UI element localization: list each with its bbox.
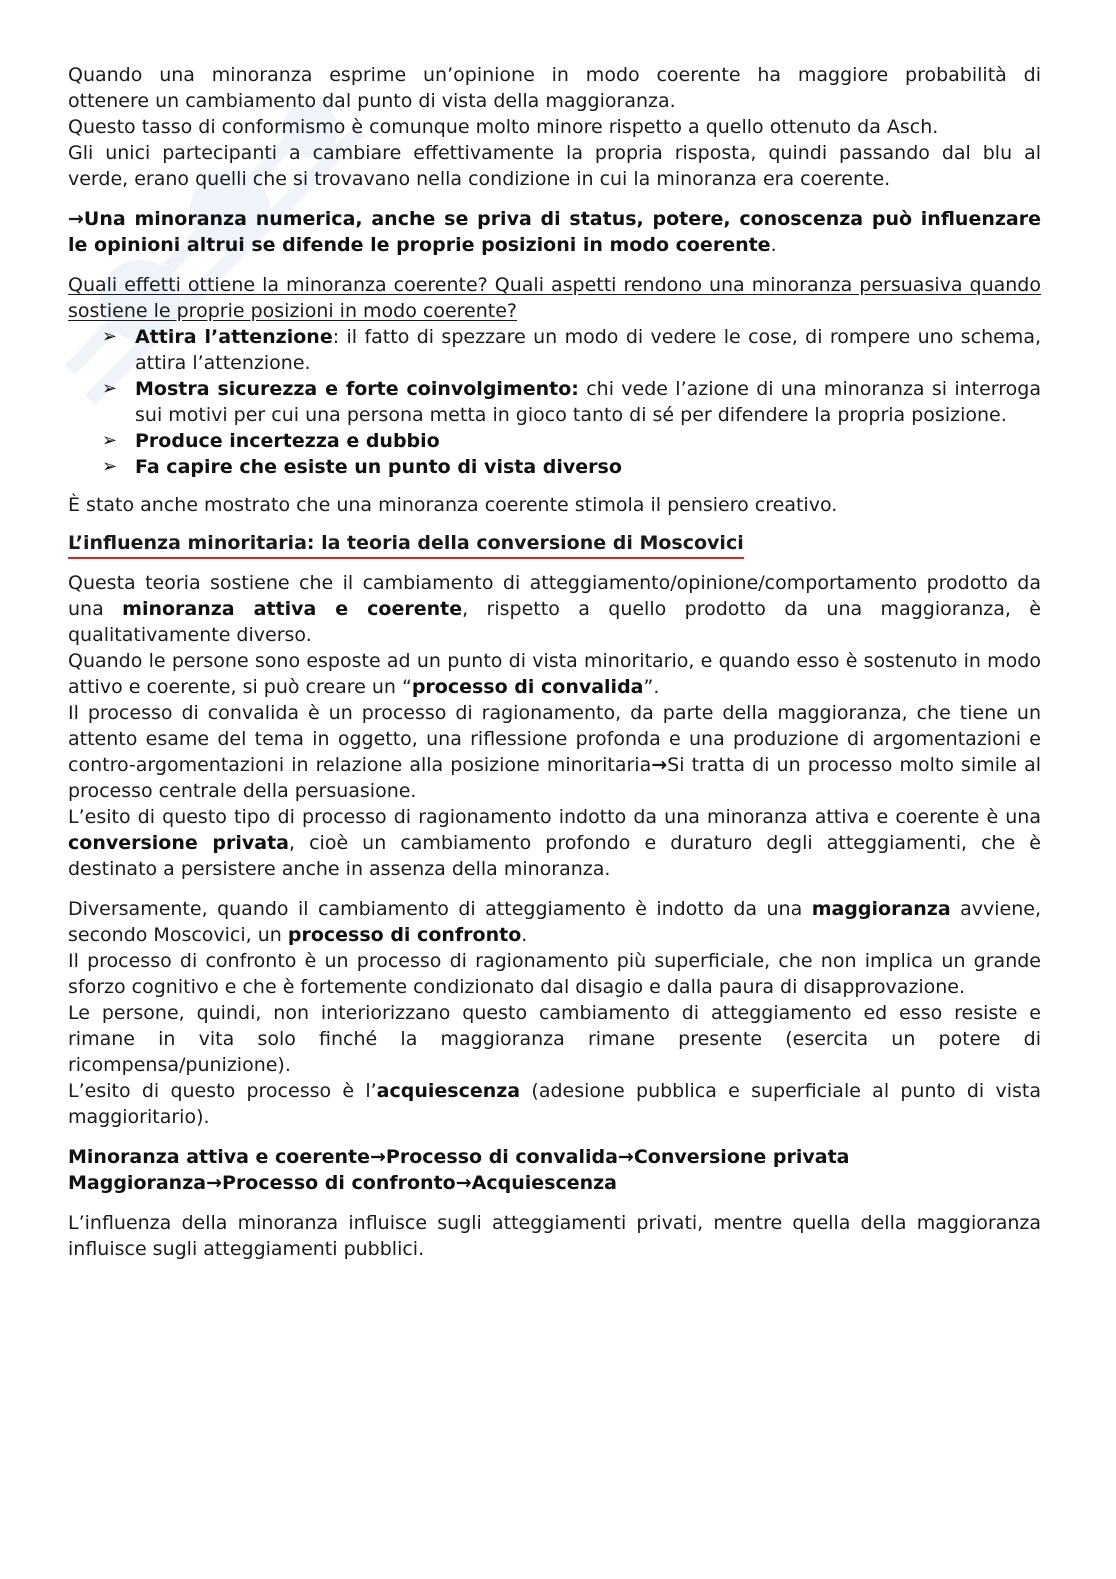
list-item-title: Fa capire che esiste un punto di vista diverso bbox=[135, 456, 622, 478]
arrow-icon: → bbox=[651, 754, 668, 776]
list-item-text: : il fatto di spezzare un modo di vedere le cose, di rompere uno schema, attira l’attenzione. bbox=[135, 326, 1041, 374]
majority-paragraph-3: Le persone, quindi, non interiorizzano questo cambiamento di atteggiamento ed esso resiste e rimane in vita solo finché la maggioranza rimane presente (esercita un potere di ricompensa/punizione). bbox=[68, 1002, 1041, 1076]
theory-paragraph-3: Il processo di convalida è un processo di ragionamento, da parte della maggioranza, che tiene un attento esame del tema in oggetto, una riflessione profonda e una produzione di argomentazioni e contro-argomentazioni in relazione alla posizione minoritaria→Si tratta di un processo molto simile al processo centrale della persuasione. bbox=[68, 702, 1041, 802]
key-claim-end: . bbox=[770, 234, 777, 256]
key-claim-bold: Una minoranza numerica, anche se priva di status, potere, conoscenza può influenzare le opinioni altrui se difende le proprie posizioni in modo coerente bbox=[68, 208, 1041, 256]
list-item bbox=[68, 324, 1041, 376]
intro-line-1: Quando una minoranza esprime un’opinione in modo coerente ha maggiore probabilità di bbox=[68, 64, 1041, 86]
conclusion: L’influenza della minoranza influisce sugli atteggiamenti privati, mentre quella della maggioranza influisce sugli atteggiamenti pubblici. bbox=[68, 1212, 1041, 1260]
question-text: Quali effetti ottiene la minoranza coerente? Quali aspetti rendono una minoranza persuasiva quando sostiene le proprie posizioni in modo coerente? bbox=[68, 274, 1041, 322]
document-page bbox=[68, 62, 1041, 1262]
majority-paragraph-1: Diversamente, quando il cambiamento di atteggiamento è indotto da una maggioranza avviene, secondo Moscovici, un processo di confronto. bbox=[68, 898, 1041, 946]
intro-paragraph bbox=[68, 62, 1041, 192]
arrowhead-bullet-icon: ➢ bbox=[102, 326, 118, 347]
theory-paragraph-1: Questa teoria sostiene che il cambiamento di atteggiamento/opinione/comportamento prodotto da una minoranza attiva e coerente, rispetto a quello prodotto da una maggioranza, è qualitativamente diverso. bbox=[68, 572, 1041, 646]
list-item bbox=[68, 454, 1041, 480]
creative-note: È stato anche mostrato che una minoranza coerente stimola il pensiero creativo. bbox=[68, 494, 838, 516]
majority-paragraph-4: L’esito di questo processo è l’acquiescenza (adesione pubblica e superficiale al punto di vista maggioritario). bbox=[68, 1080, 1041, 1128]
effects-list bbox=[68, 324, 1041, 480]
intro-line-5: verde, erano quelli che si trovavano nella condizione in cui la minoranza era coerente. bbox=[68, 168, 891, 190]
arrowhead-bullet-icon: ➢ bbox=[102, 378, 118, 399]
arrowhead-bullet-icon: ➢ bbox=[102, 430, 118, 451]
majority-paragraph-2: Il processo di confronto è un processo di ragionamento più superficiale, che non implica un grande sforzo cognitivo e che è fortemente condizionato dal disagio e dalla paura di disapprovazione. bbox=[68, 950, 1041, 998]
intro-line-3: Questo tasso di conformismo è comunque molto minore rispetto a quello ottenuto da Asch. bbox=[68, 116, 939, 138]
key-claim bbox=[68, 206, 1041, 258]
summary-line-1: Minoranza attiva e coerente→Processo di convalida→Conversione privata bbox=[68, 1146, 850, 1168]
theory-paragraph-2: Quando le persone sono esposte ad un punto di vista minoritario, e quando esso è sostenuto in modo attivo e coerente, si può creare un “processo di convalida”. bbox=[68, 650, 1041, 698]
list-item bbox=[68, 376, 1041, 428]
list-item-text: chi vede l’azione di una minoranza si interroga sui motivi per cui una persona metta in gioco tanto di sé per difendere la propria posizione. bbox=[135, 378, 1041, 426]
intro-line-2: ottenere un cambiamento dal punto di vista della maggioranza. bbox=[68, 90, 676, 112]
intro-line-4: Gli unici partecipanti a cambiare effettivamente la propria risposta, quindi passando dal blu al bbox=[68, 142, 1041, 164]
theory-paragraph-4: L’esito di questo tipo di processo di ragionamento indotto da una minoranza attiva e coerente è una conversione privata, cioè un cambiamento profondo e duraturo degli atteggiamenti, che è destinato a persistere anche in assenza della minoranza. bbox=[68, 806, 1041, 880]
majority-paragraphs bbox=[68, 896, 1041, 1130]
list-item-title: Mostra sicurezza e forte coinvolgimento: bbox=[135, 378, 579, 400]
summary-block bbox=[68, 1144, 1041, 1196]
list-item-title: Attira l’attenzione bbox=[135, 326, 333, 348]
list-item-title: Produce incertezza e dubbio bbox=[135, 430, 440, 452]
summary-line-2: Maggioranza→Processo di confronto→Acquiescenza bbox=[68, 1172, 617, 1194]
section-heading: L’influenza minoritaria: la teoria della conversione di Moscovici bbox=[68, 530, 744, 558]
arrow-icon: → bbox=[68, 208, 84, 230]
list-item bbox=[68, 428, 1041, 454]
arrowhead-bullet-icon: ➢ bbox=[102, 456, 118, 477]
theory-paragraphs bbox=[68, 570, 1041, 882]
